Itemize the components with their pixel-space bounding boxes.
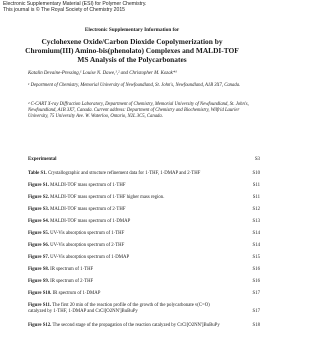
paper-title: Cyclohexene Oxide/Carbon Dioxide Copolymerization by Chromium(III) Amino-bis(phenolato) Complexes and MALDI-TOF MS Analysis of the Polycarbonates (25, 37, 239, 64)
toc-entry-label: Figure S10. (28, 291, 52, 296)
toc-entry-text: UV-Vis absorption spectrum of 1·DMAP (50, 255, 130, 260)
toc-entry-table-s1[interactable] (28, 171, 260, 177)
toc-entry-page: S17 (252, 291, 260, 296)
toc-entry-label: Figure S1. (28, 183, 49, 188)
toc-entry-text: The second stage of the propagation of the reaction catalyzed by CrCl[O2NN']BuBuPy (52, 323, 220, 328)
toc-entry-label: Figure S9. (28, 279, 49, 284)
toc-entry-text: UV-Vis absorption spectrum of 2·THF (50, 243, 125, 248)
affiliation-1: ¹ Department of Chemistry, Memorial University of Newfoundland, St. John's, Newfoundland, A1B 3X7, Canada. (28, 83, 241, 88)
toc-entry-text: MALDI-TOF mass spectrum of 1·THF higher mass region. (50, 195, 165, 200)
toc-entry-page: S14 (252, 231, 260, 236)
toc-entry-page: S12 (252, 207, 260, 212)
toc-entry-page: S10 (252, 171, 260, 176)
toc-entry-figure-s11[interactable] (28, 303, 260, 315)
toc-entry-page: S16 (252, 279, 260, 284)
toc-experimental[interactable] (28, 157, 260, 163)
toc-entry-page: S14 (252, 243, 260, 248)
toc-entry-page: S11 (252, 183, 260, 188)
toc-entry-text: IR spectrum of 2·THF (50, 279, 94, 284)
toc-entry-label: Table S1. (28, 171, 47, 176)
toc-entry-figure-s10[interactable] (28, 291, 260, 297)
toc-entry-text: MALDI-TOF mass spectrum of 1·THF (50, 183, 126, 188)
author-list: Katalin Devaine-Pressing,¹ Louise N. Dawe,¹,² and Christopher M. Kozak*¹ (28, 71, 177, 76)
journal-header-line-1: Electronic Supplementary Material (ESI) for Polymer Chemistry. (3, 1, 147, 7)
affiliation-2: ² C-CART X-ray Diffraction Laboratory, Department of Chemistry, Memorial University of Newfoundland, St. John's, Newfoundland, A1B 3X7, Canada. Current address: Department of Chemistry and Biochemistry, Wilfrid Laurier University, 75 University Ave. W. Waterloo, Ontario, N2L 3C5, Canada. (28, 102, 249, 119)
toc-entry-page: S17 (252, 308, 260, 314)
toc-entry-figure-s5[interactable] (28, 231, 260, 237)
toc-entry-text: MALDI-TOF mass spectrum of 2·THF (50, 207, 126, 212)
toc-entry-figure-s4[interactable] (28, 219, 260, 225)
toc-entry-text: IR spectrum of 1·THF (50, 267, 94, 272)
toc-entry-page: S15 (252, 255, 260, 260)
toc-entry-page: S18 (252, 323, 260, 328)
toc-entry-label: Figure S8. (28, 267, 49, 272)
toc-entry-text: UV-Vis absorption spectrum of 1·THF (50, 231, 125, 236)
toc-entry-text: MALDI-TOF mass spectrum of 1·DMAP (50, 219, 131, 224)
toc-entry-label: Figure S11. (28, 303, 52, 308)
toc-entry-label: Figure S2. (28, 195, 49, 200)
toc-entry-text: IR spectrum of 1·DMAP (52, 291, 101, 296)
toc-entry-page: S16 (252, 267, 260, 272)
toc-entry-figure-s1[interactable] (28, 183, 260, 189)
toc-entry-figure-s12[interactable] (28, 323, 260, 329)
toc-experimental-label: Experimental (28, 157, 57, 162)
toc-entry-label: Figure S3. (28, 207, 49, 212)
toc-entry-text: Crystallographic and structure refinement data for 1·THF, 1·DMAP and 2·THF (47, 171, 201, 176)
esi-heading: Electronic Supplementary Information for (84, 27, 180, 33)
toc-entry-label: Figure S12. (28, 323, 52, 328)
toc-entry-figure-s3[interactable] (28, 207, 260, 213)
toc-experimental-page: S3 (254, 157, 260, 162)
toc-entry-page: S13 (252, 219, 260, 224)
toc-entry-figure-s2[interactable] (28, 195, 260, 201)
toc-entry-page: S11 (252, 195, 260, 200)
toc-entry-figure-s6[interactable] (28, 243, 260, 249)
toc-entry-label: Figure S6. (28, 243, 49, 248)
toc-entry-figure-s9[interactable] (28, 279, 260, 285)
toc-entry-figure-s8[interactable] (28, 267, 260, 273)
toc-entry-label: Figure S7. (28, 255, 49, 260)
toc-entry-text: The first 20 min of the reaction profile of the growth of the polycarbonate ν(C=O) catalyzed by 1·THF, 1·DMAP and CrCl[O2NN']BuBuPy (28, 303, 210, 314)
toc-entry-label: Figure S5. (28, 231, 49, 236)
toc-entry-label: Figure S4. (28, 219, 49, 224)
toc-entry-figure-s7[interactable] (28, 255, 260, 261)
journal-header-line-2: This journal is © The Royal Society of Chemistry 2015 (3, 7, 125, 13)
